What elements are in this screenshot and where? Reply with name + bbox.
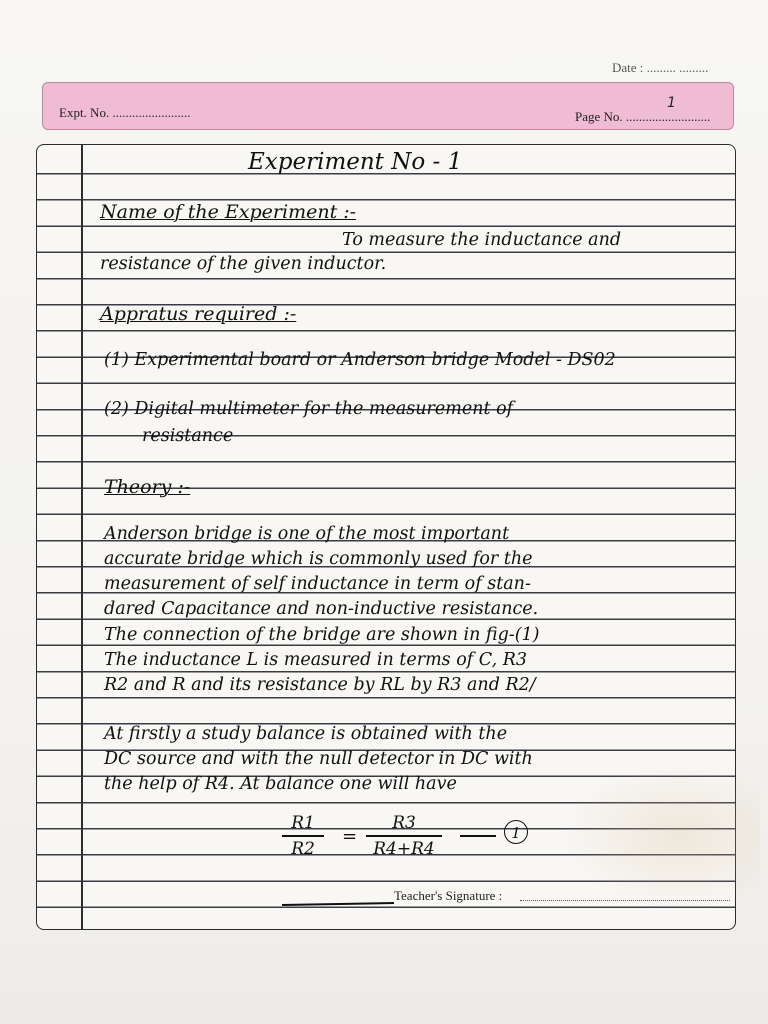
- date-field: Date : ......... .........: [612, 60, 709, 75]
- rhs-denominator: R4+R4: [373, 838, 435, 859]
- signature-dotted-line: [520, 899, 730, 901]
- teacher-signature-label: Teacher's Signature :: [394, 888, 503, 903]
- theory-line: The connection of the bridge are shown in fig-(1): [104, 625, 540, 645]
- rhs-fraction: [366, 812, 442, 860]
- theory-line: DC source and with the null detector in DC with: [104, 749, 533, 769]
- theory-line: R2 and R and its resistance by RL by R3 and R2/: [104, 675, 536, 695]
- equation-dash: [460, 835, 496, 837]
- equals-sign: =: [342, 826, 358, 847]
- header-band: [42, 82, 734, 130]
- apparatus-item-2-line-1: (2) Digital multimeter for the measurement of: [104, 399, 514, 419]
- apparatus-item-2-line-2: resistance: [142, 426, 234, 446]
- theory-line: The inductance L is measured in terms of C, R3: [104, 650, 528, 670]
- theory-line: Anderson bridge is one of the most important: [104, 524, 510, 544]
- lhs-fraction: [282, 812, 324, 860]
- apparatus-item-1: (1) Experimental board or Anderson bridge Model - DS02: [104, 350, 616, 370]
- theory-line: accurate bridge which is commonly used for the: [104, 549, 533, 569]
- name-line-1: To measure the inductance and: [342, 230, 622, 250]
- expt-no-field: Expt. No. ........................: [59, 105, 191, 120]
- fraction-bar: [366, 835, 442, 837]
- lhs-numerator: R1: [291, 813, 315, 833]
- page-no-label: Page No. ..........................: [575, 109, 711, 124]
- name-line-2: resistance of the given inductor.: [100, 254, 387, 274]
- theory-line: the help of R4. At balance one will have: [104, 774, 457, 794]
- page-number: 1: [667, 95, 676, 111]
- theory-line: measurement of self inductance in term of stan-: [104, 574, 531, 594]
- lhs-denominator: R2: [291, 838, 315, 859]
- apparatus-heading: Appratus required :-: [100, 303, 297, 325]
- margin-line: [81, 145, 83, 929]
- balance-equation: [282, 808, 542, 868]
- theory-line: At firstly a study balance is obtained with the: [104, 724, 508, 744]
- page-title: Experiment No - 1: [248, 149, 463, 175]
- name-heading: Name of the Experiment :-: [100, 201, 357, 223]
- page-no-field: [575, 95, 711, 125]
- theory-line: dared Capacitance and non-inductive resistance.: [104, 599, 539, 619]
- fraction-bar: [282, 835, 324, 837]
- equation-number: 1: [504, 820, 528, 844]
- rhs-numerator: R3: [392, 813, 416, 833]
- theory-heading: Theory :-: [104, 476, 191, 498]
